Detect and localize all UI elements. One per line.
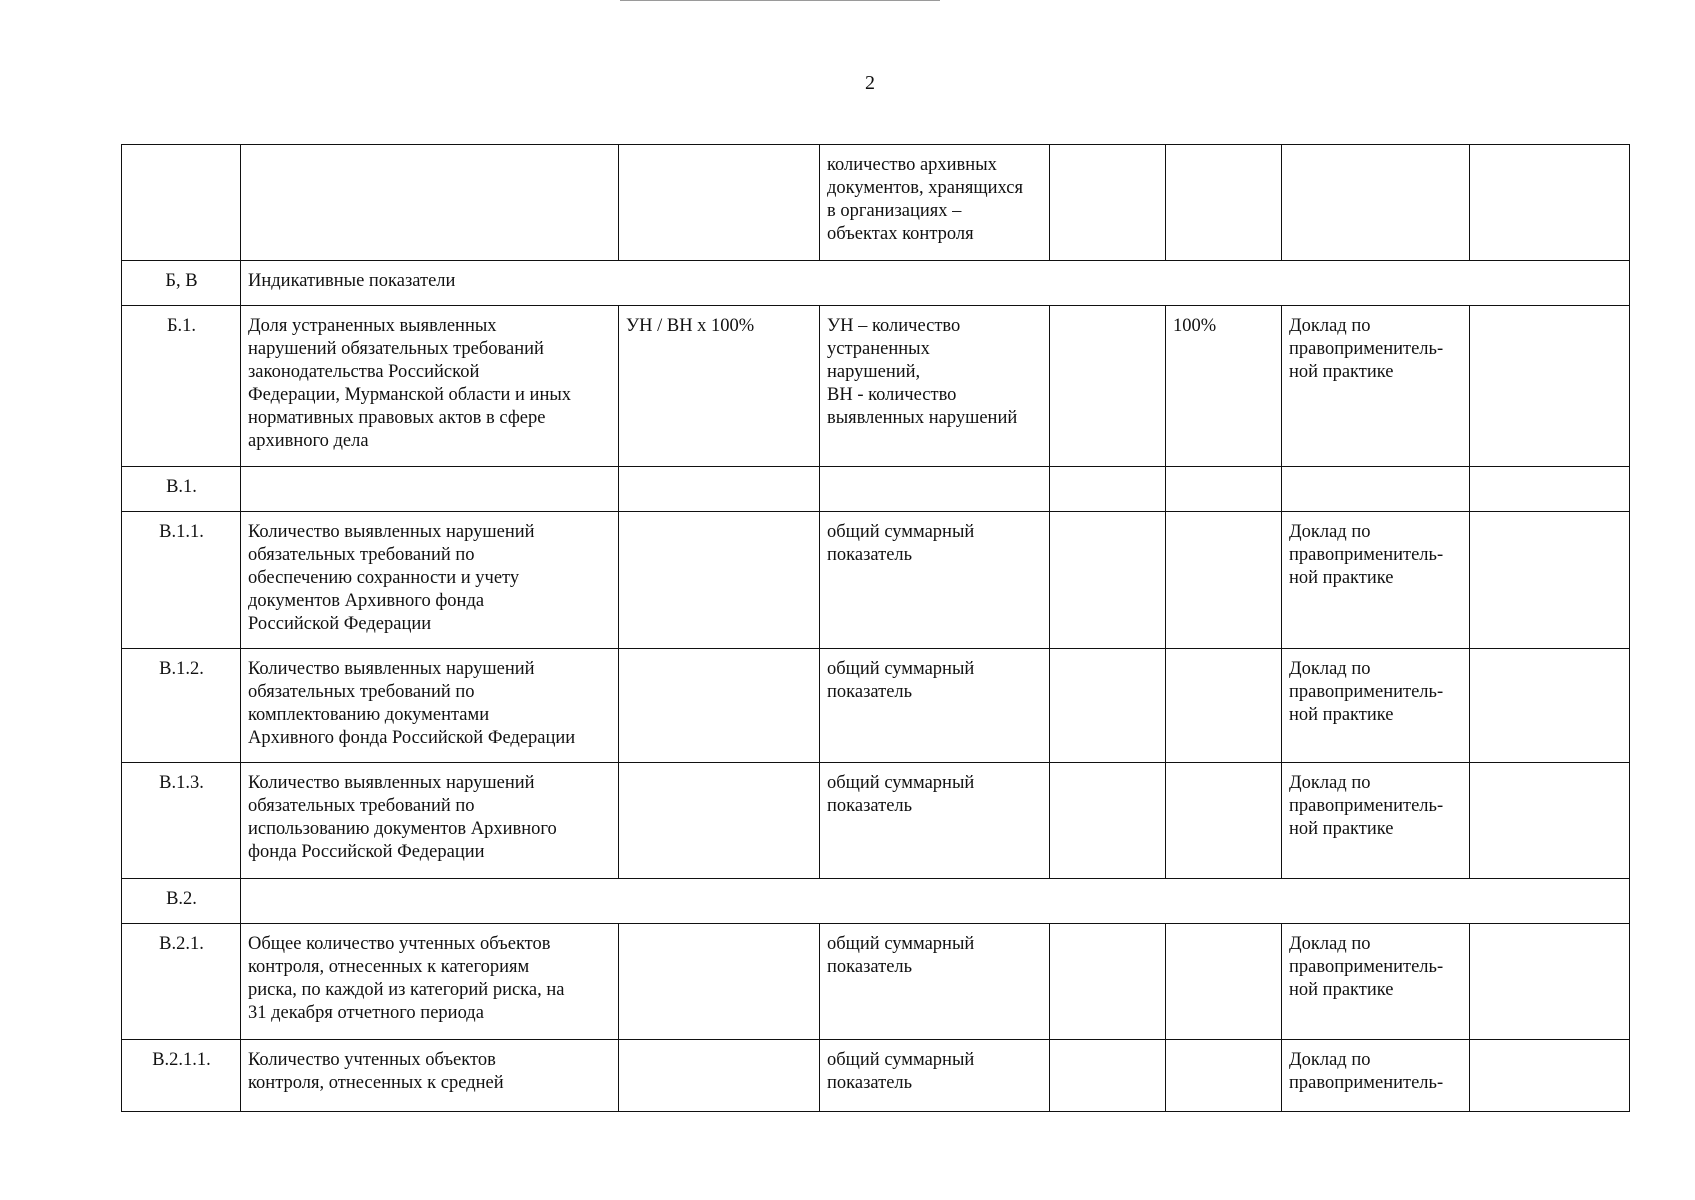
target-value-cell (1166, 467, 1282, 512)
row-number-cell: В.1.3. (122, 763, 241, 879)
target-value-cell (1166, 145, 1282, 261)
empty-cell (1470, 306, 1630, 467)
definition-cell: общий суммарный показатель (820, 649, 1050, 763)
indicator-name-cell: Количество выявленных нарушений обязательных требований по использованию документов Архивного фонда Российской Федерации (241, 763, 619, 879)
target-value-cell (1166, 1040, 1282, 1112)
table-row (122, 306, 1630, 467)
definition-cell: УН – количество устраненных нарушений, ВН - количество выявленных нарушений (820, 306, 1050, 467)
indicator-name-cell: Количество выявленных нарушений обязательных требований по обеспечению сохранности и учету документов Архивного фонда Российской Федерации (241, 512, 619, 649)
formula-cell (619, 467, 820, 512)
row-number-cell: Б, В (122, 261, 241, 306)
empty-cell (1050, 924, 1166, 1040)
target-value-cell: 100% (1166, 306, 1282, 467)
section-title: Индикативные показатели (241, 261, 1630, 306)
empty-cell (1050, 145, 1166, 261)
indicator-name-cell (241, 467, 619, 512)
scan-edge-line (620, 0, 940, 1)
empty-cell (1050, 763, 1166, 879)
definition-cell (820, 467, 1050, 512)
table-row (122, 1040, 1630, 1112)
page-number: 2 (865, 72, 875, 94)
empty-cell (1050, 306, 1166, 467)
section-title (241, 879, 1630, 924)
source-cell: Доклад по правоприменитель- ной практике (1282, 306, 1470, 467)
table-row (122, 145, 1630, 261)
row-number-cell: В.2. (122, 879, 241, 924)
definition-cell: общий суммарный показатель (820, 1040, 1050, 1112)
empty-cell (1470, 145, 1630, 261)
table-row (122, 467, 1630, 512)
definition-cell: общий суммарный показатель (820, 763, 1050, 879)
row-number-cell: В.2.1. (122, 924, 241, 1040)
indicator-name-cell: Общее количество учтенных объектов контроля, отнесенных к категориям риска, по каждой из категорий риска, на 31 декабря отчетного периода (241, 924, 619, 1040)
row-number-cell: В.2.1.1. (122, 1040, 241, 1112)
indicator-name-cell: Количество учтенных объектов контроля, отнесенных к средней (241, 1040, 619, 1112)
definition-cell: общий суммарный показатель (820, 512, 1050, 649)
empty-cell (1050, 467, 1166, 512)
formula-cell (619, 649, 820, 763)
empty-cell (1050, 512, 1166, 649)
formula-cell (619, 512, 820, 649)
empty-cell (1470, 924, 1630, 1040)
section-row (122, 261, 1630, 306)
formula-cell (619, 145, 820, 261)
indicator-name-cell: Доля устраненных выявленных нарушений обязательных требований законодательства Российской Федерации, Мурманской области и иных нормативных правовых актов в сфере архивного дела (241, 306, 619, 467)
table-row (122, 649, 1630, 763)
target-value-cell (1166, 763, 1282, 879)
indicators-table (121, 144, 1630, 1112)
empty-cell (1050, 1040, 1166, 1112)
definition-cell: общий суммарный показатель (820, 924, 1050, 1040)
table-row (122, 763, 1630, 879)
target-value-cell (1166, 512, 1282, 649)
row-number-cell: В.1.1. (122, 512, 241, 649)
source-cell: Доклад по правоприменитель- ной практике (1282, 649, 1470, 763)
row-number-cell: В.1.2. (122, 649, 241, 763)
source-cell: Доклад по правоприменитель- ной практике (1282, 763, 1470, 879)
table-row (122, 924, 1630, 1040)
definition-cell: количество архивных документов, хранящихся в организациях – объектах контроля (820, 145, 1050, 261)
source-cell (1282, 467, 1470, 512)
formula-cell: УН / ВН х 100% (619, 306, 820, 467)
formula-cell (619, 763, 820, 879)
formula-cell (619, 1040, 820, 1112)
source-cell: Доклад по правоприменитель- ной практике (1282, 924, 1470, 1040)
source-cell: Доклад по правоприменитель- (1282, 1040, 1470, 1112)
target-value-cell (1166, 649, 1282, 763)
empty-cell (1470, 1040, 1630, 1112)
indicator-name-cell (241, 145, 619, 261)
indicator-name-cell: Количество выявленных нарушений обязательных требований по комплектованию документами Архивного фонда Российской Федерации (241, 649, 619, 763)
empty-cell (1470, 512, 1630, 649)
row-number-cell (122, 145, 241, 261)
source-cell: Доклад по правоприменитель- ной практике (1282, 512, 1470, 649)
row-number-cell: В.1. (122, 467, 241, 512)
row-number-cell: Б.1. (122, 306, 241, 467)
section-row (122, 879, 1630, 924)
table-row (122, 512, 1630, 649)
source-cell (1282, 145, 1470, 261)
empty-cell (1470, 467, 1630, 512)
empty-cell (1470, 649, 1630, 763)
empty-cell (1050, 649, 1166, 763)
target-value-cell (1166, 924, 1282, 1040)
empty-cell (1470, 763, 1630, 879)
formula-cell (619, 924, 820, 1040)
